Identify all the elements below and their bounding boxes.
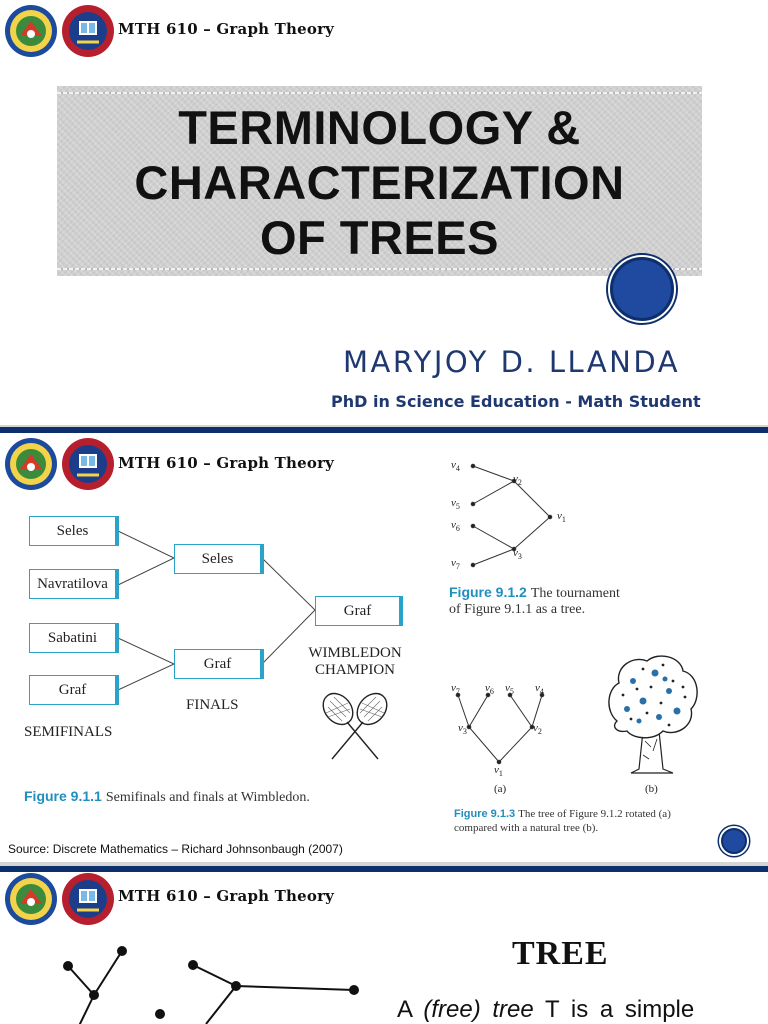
semifinal-box: Graf — [29, 675, 119, 705]
champion-box: Graf — [315, 596, 403, 626]
champion-label-line: WIMBLEDON — [308, 645, 402, 661]
figure-912-text: The tournament — [530, 586, 620, 601]
bracket-slide — [0, 427, 768, 862]
author-subtitle: PhD in Science Education - Math Student — [331, 392, 701, 411]
course-title: MTH 610 – Graph Theory — [118, 887, 335, 905]
definition-rest: T is a simple — [533, 996, 695, 1023]
section-heading: TREE — [512, 935, 609, 972]
course-title: MTH 610 – Graph Theory — [118, 20, 335, 38]
title-top-rule — [57, 92, 702, 94]
title-slide — [0, 0, 768, 425]
vertex-label-v7: $v_7$ — [451, 682, 460, 697]
vertex-label-v2: $v_2$ — [533, 722, 542, 737]
figure-911-number: Figure 9.1.1 — [24, 788, 102, 804]
vertex-label-v5: $v_5$ — [451, 497, 460, 512]
vertex-label-v6: $v_6$ — [485, 682, 494, 697]
vertex-label-v3: $v_3$ — [513, 547, 522, 562]
definition-tree: tree — [492, 996, 534, 1023]
vertex-label-v1: $v_1$ — [494, 764, 503, 779]
title-banner — [57, 86, 702, 276]
semifinal-box: Seles — [29, 516, 119, 546]
semifinal-box: Sabatini — [29, 623, 119, 653]
definition-free: (free) — [423, 996, 481, 1023]
decorative-circle-icon — [608, 255, 676, 323]
vertex-label-v5: $v_5$ — [505, 682, 514, 697]
definition-prefix: A — [397, 996, 424, 1023]
figure-913-text: The tree of Figure 9.1.2 rotated (a) — [518, 808, 671, 820]
university-seal-icon — [4, 872, 58, 926]
title-bottom-rule — [57, 268, 702, 270]
vertex-label-v2: $v_2$ — [513, 473, 522, 488]
example-tree-graph — [0, 936, 380, 1024]
vertex-label-v7: $v_7$ — [451, 557, 460, 572]
final-box: Graf — [174, 649, 264, 679]
vertex-label-v3: $v_3$ — [458, 722, 467, 737]
subfigure-b-label: (b) — [645, 783, 658, 795]
decorative-circle-icon — [719, 826, 749, 856]
natural-tree-icon — [603, 651, 701, 779]
figure-913-text: compared with a natural tree (b). — [454, 822, 599, 834]
title-line-3: OF TREES — [259, 211, 500, 264]
final-box: Seles — [174, 544, 264, 574]
title-line-1: TERMINOLOGY & — [178, 101, 581, 154]
title-line-2: CHARACTERIZATION — [134, 156, 625, 209]
semifinals-label: SEMIFINALS — [24, 724, 113, 740]
figure-912-number: Figure 9.1.2 — [449, 584, 527, 600]
slide-title — [57, 100, 702, 265]
figure-912-text: of Figure 9.1.1 as a tree. — [449, 602, 586, 617]
champion-label — [295, 645, 415, 679]
vertex-label-v1: $v_1$ — [557, 510, 566, 525]
college-of-education-logo-icon — [61, 872, 115, 926]
subfigure-a-label: (a) — [494, 783, 507, 795]
figure-911-caption — [24, 788, 310, 806]
figure-913-caption — [454, 807, 671, 835]
figure-912-caption — [449, 584, 620, 618]
definition-text — [397, 996, 694, 1024]
finals-label: FINALS — [186, 697, 239, 713]
author-name: MARYJOY D. LLANDA — [343, 345, 681, 379]
champion-label-line: CHAMPION — [314, 662, 395, 678]
semifinal-box: Navratilova — [29, 569, 119, 599]
college-of-education-logo-icon — [61, 4, 115, 58]
top-bar — [0, 866, 768, 872]
university-seal-icon — [4, 4, 58, 58]
course-title: MTH 610 – Graph Theory — [118, 454, 335, 472]
tennis-rackets-icon — [318, 689, 392, 769]
vertex-label-v6: $v_6$ — [451, 519, 460, 534]
tree-slide — [0, 866, 768, 1024]
vertex-label-v4: $v_4$ — [535, 682, 544, 697]
figure-911-text: Semifinals and finals at Wimbledon. — [105, 790, 310, 805]
figure-913-number: Figure 9.1.3 — [454, 808, 516, 820]
vertex-label-v4: $v_4$ — [451, 459, 460, 474]
source-citation: Source: Discrete Mathematics – Richard Johnsonbaugh (2007) — [8, 842, 343, 856]
